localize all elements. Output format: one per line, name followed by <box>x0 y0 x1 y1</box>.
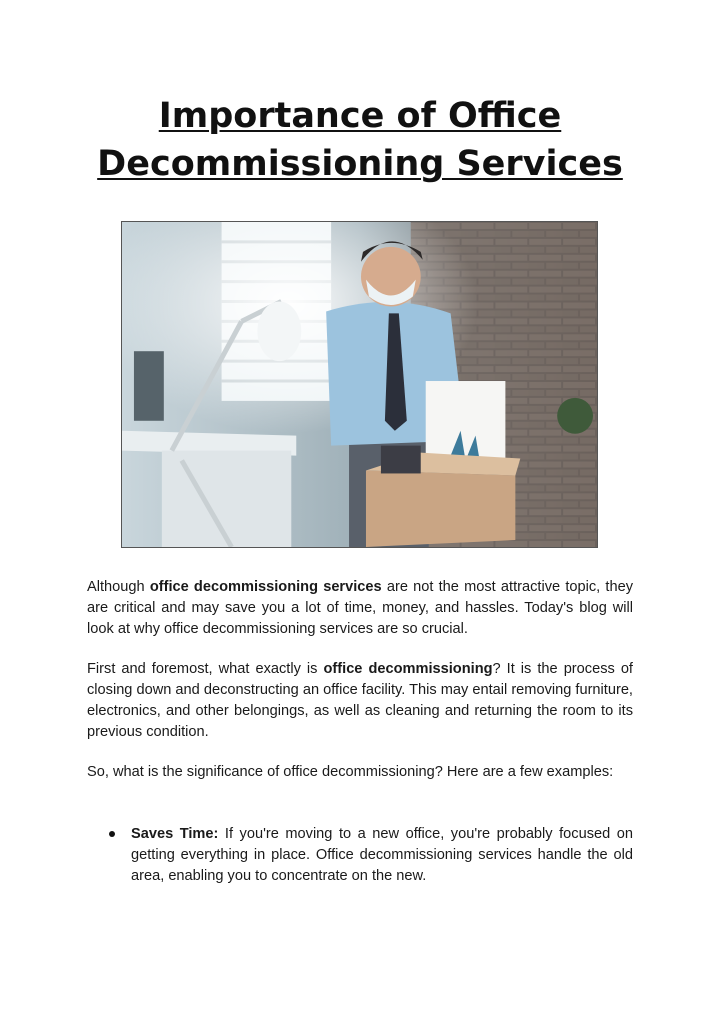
bold-term: office decommissioning <box>323 661 493 677</box>
office-worker-photo <box>121 221 598 548</box>
bullet-label: Saves Time: <box>131 826 219 842</box>
bullet-text: If you're moving to a new office, you're probably focused on getting everything in place. Office decommissioning services handle the old area, enabling you to concentrate on the new. <box>131 826 633 884</box>
text-run: are not the most attractive topic, they are critical and may save you a lot of time, money, and hassles. Today's blog will look at why office decommissioning services are so crucial. <box>87 579 633 637</box>
paragraph-definition <box>87 659 633 743</box>
list-item <box>87 824 633 887</box>
title-line-2: Decommissioning Services <box>97 144 623 184</box>
bullet-dot-icon <box>109 831 115 837</box>
photo-illustration <box>122 222 597 547</box>
page-title <box>60 92 660 188</box>
paragraph-significance: So, what is the significance of office decommissioning? Here are a few examples: <box>87 764 614 780</box>
benefit-list <box>87 824 633 887</box>
bold-term: office decommissioning services <box>149 579 382 595</box>
text-run: ? It is the process of closing down and deconstructing an office facility. This may entail removing furniture, electronics, and other belongings, as well as cleaning and returning the room to its previous condition. <box>87 661 633 740</box>
paragraph-intro <box>87 577 633 640</box>
title-line-1: Importance of Office <box>158 96 562 136</box>
text-run: Although <box>87 579 150 595</box>
text-run: First and foremost, what exactly is <box>87 661 324 677</box>
